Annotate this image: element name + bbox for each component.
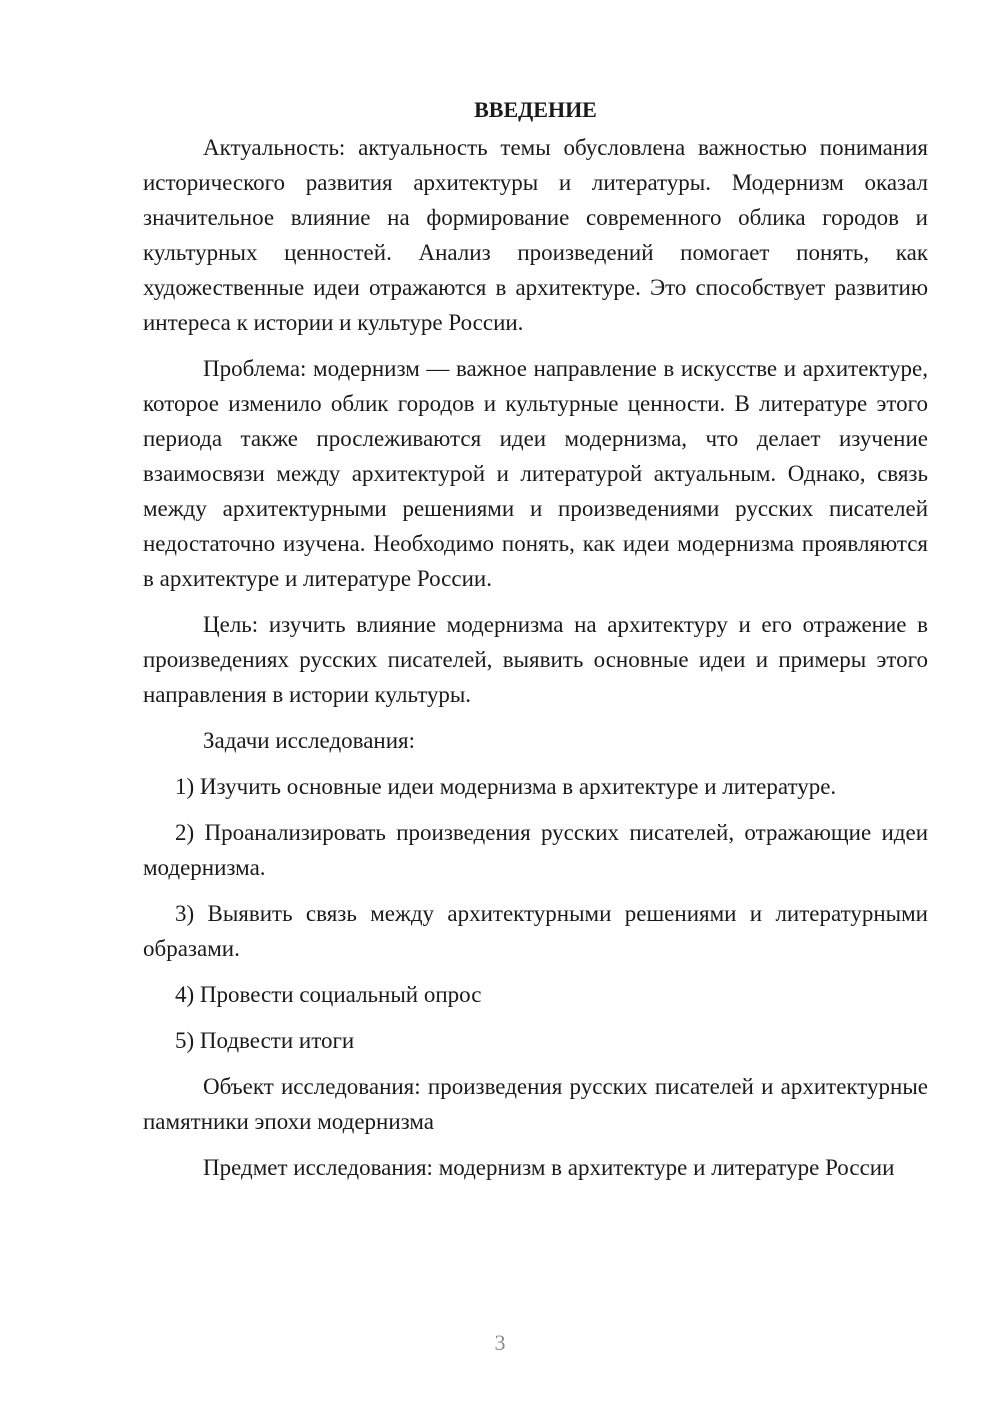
task-item: 4) Провести социальный опрос — [175, 982, 482, 1007]
task-item: 3) Выявить связь между архитектурными решениями и литературными образами. — [143, 901, 928, 961]
goal-paragraph: Цель: изучить влияние модернизма на архитектуру и его отражение в произведениях русских писателей, выявить основные идеи и примеры этого направления в истории культуры. — [143, 612, 928, 707]
task-item: 1) Изучить основные идеи модернизма в архитектуре и литературе. — [175, 774, 837, 799]
page-number: 3 — [494, 1330, 506, 1355]
object-paragraph: Объект исследования: произведения русских писателей и архитектурные памятники эпохи модернизма — [143, 1074, 928, 1134]
document-page — [143, 92, 928, 1196]
task-item: 2) Проанализировать произведения русских писателей, отражающие идеи модернизма. — [143, 820, 928, 880]
task-item: 5) Подвести итоги — [175, 1028, 355, 1053]
section-heading: ВВЕДЕНИЕ — [474, 97, 597, 122]
tasks-heading: Задачи исследования: — [203, 728, 416, 753]
subject-paragraph: Предмет исследования: модернизм в архитектуре и литературе России — [203, 1155, 895, 1180]
relevance-paragraph: Актуальность: актуальность темы обусловлена важностью понимания исторического развития архитектуры и литературы. Модернизм оказал значительное влияние на формирование современного облика городов и культурных ценностей. Анализ произведений помогает понять, как художественные идеи отражаются в архитектуре. Это способствует развитию интереса к истории и культуре России. — [143, 135, 928, 335]
problem-paragraph: Проблема: модернизм — важное направление в искусстве и архитектуре, которое изменило облик городов и культурные ценности. В литературе этого периода также прослеживаются идеи модернизма, что делает изучение взаимосвязи между архитектурой и литературой актуальным. Однако, связь между архитектурными решениями и произведениями русских писателей недостаточно изучена. Необходимо понять, как идеи модернизма проявляются в архитектуре и литературе России. — [143, 356, 928, 591]
